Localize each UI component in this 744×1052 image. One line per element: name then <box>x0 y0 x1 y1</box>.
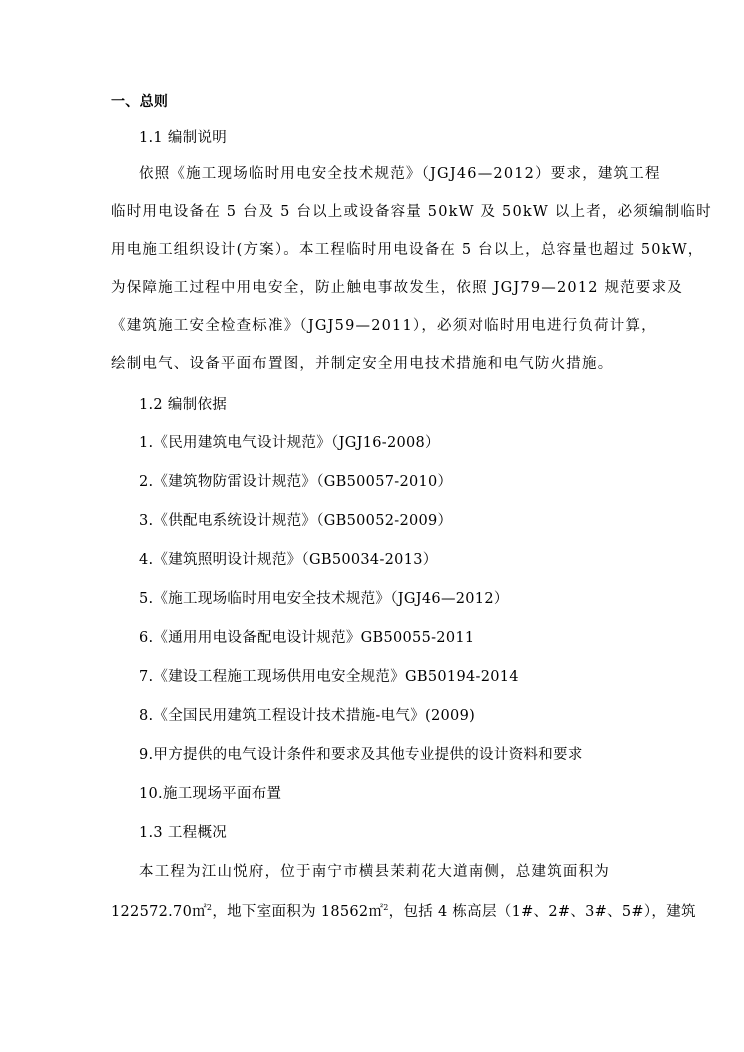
superscript-mark: 2 <box>383 903 389 913</box>
reference-item: 7.《建设工程施工现场供用电安全规范》GB50194-2014 <box>139 669 519 685</box>
reference-item: 5.《施工现场临时用电安全技术规范》（JGJ46—2012） <box>139 591 509 607</box>
subsection-title-1-3: 1.3 工程概况 <box>139 825 228 841</box>
reference-item: 6.《通用用电设备配电设计规范》GB50055-2011 <box>139 630 475 646</box>
section-heading: 一、总则 <box>111 94 169 110</box>
reference-item: 8.《全国民用建筑工程设计技术措施-电气》(2009) <box>139 708 476 724</box>
paragraph-line: 依照《施工现场临时用电安全技术规范》（JGJ46—2012）要求，建筑工程 <box>139 166 661 182</box>
paragraph-line: 临时用电设备在 5 台及 5 台以上或设备容量 50kW 及 50kW 以上者，必须编制临时 <box>111 204 712 220</box>
subsection-title-1-1: 1.1 编制说明 <box>139 130 228 146</box>
superscript-mark: 2 <box>206 903 213 913</box>
reference-item: 10.施工现场平面布置 <box>139 786 282 802</box>
building-list: ，包括 4 栋高层（1#、2#、3#、5#），建筑 <box>388 904 696 920</box>
area-basement: ，地下室面积为 18562㎡ <box>212 904 384 920</box>
reference-item: 3.《供配电系统设计规范》（GB50052-2009） <box>139 513 453 529</box>
reference-item: 2.《建筑物防雷设计规范》（GB50057-2010） <box>139 474 453 490</box>
reference-item: 1.《民用建筑电气设计规范》（JGJ16-2008） <box>139 435 440 451</box>
paragraph-line <box>111 902 696 922</box>
reference-item: 4.《建筑照明设计规范》（GB50034-2013） <box>139 552 438 568</box>
paragraph-line: 《建筑施工安全检查标准》（JGJ59—2011），必须对临时用电进行负荷计算， <box>111 318 657 334</box>
area-total: 122572.70㎡ <box>111 904 207 920</box>
paragraph-line: 绘制电气、设备平面布置图，并制定安全用电技术措施和电气防火措施。 <box>111 356 614 372</box>
subsection-title-1-2: 1.2 编制依据 <box>139 397 228 413</box>
paragraph-line: 为保障施工过程中用电安全，防止触电事故发生，依照 JGJ79—2012 规范要求及 <box>111 280 683 296</box>
paragraph-line: 用电施工组织设计(方案）。本工程临时用电设备在 5 台以上，总容量也超过 50kW， <box>111 242 704 258</box>
reference-item: 9.甲方提供的电气设计条件和要求及其他专业提供的设计资料和要求 <box>139 747 583 763</box>
paragraph-line: 本工程为江山悦府，位于南宁市横县茉莉花大道南侧，总建筑面积为 <box>139 864 610 880</box>
